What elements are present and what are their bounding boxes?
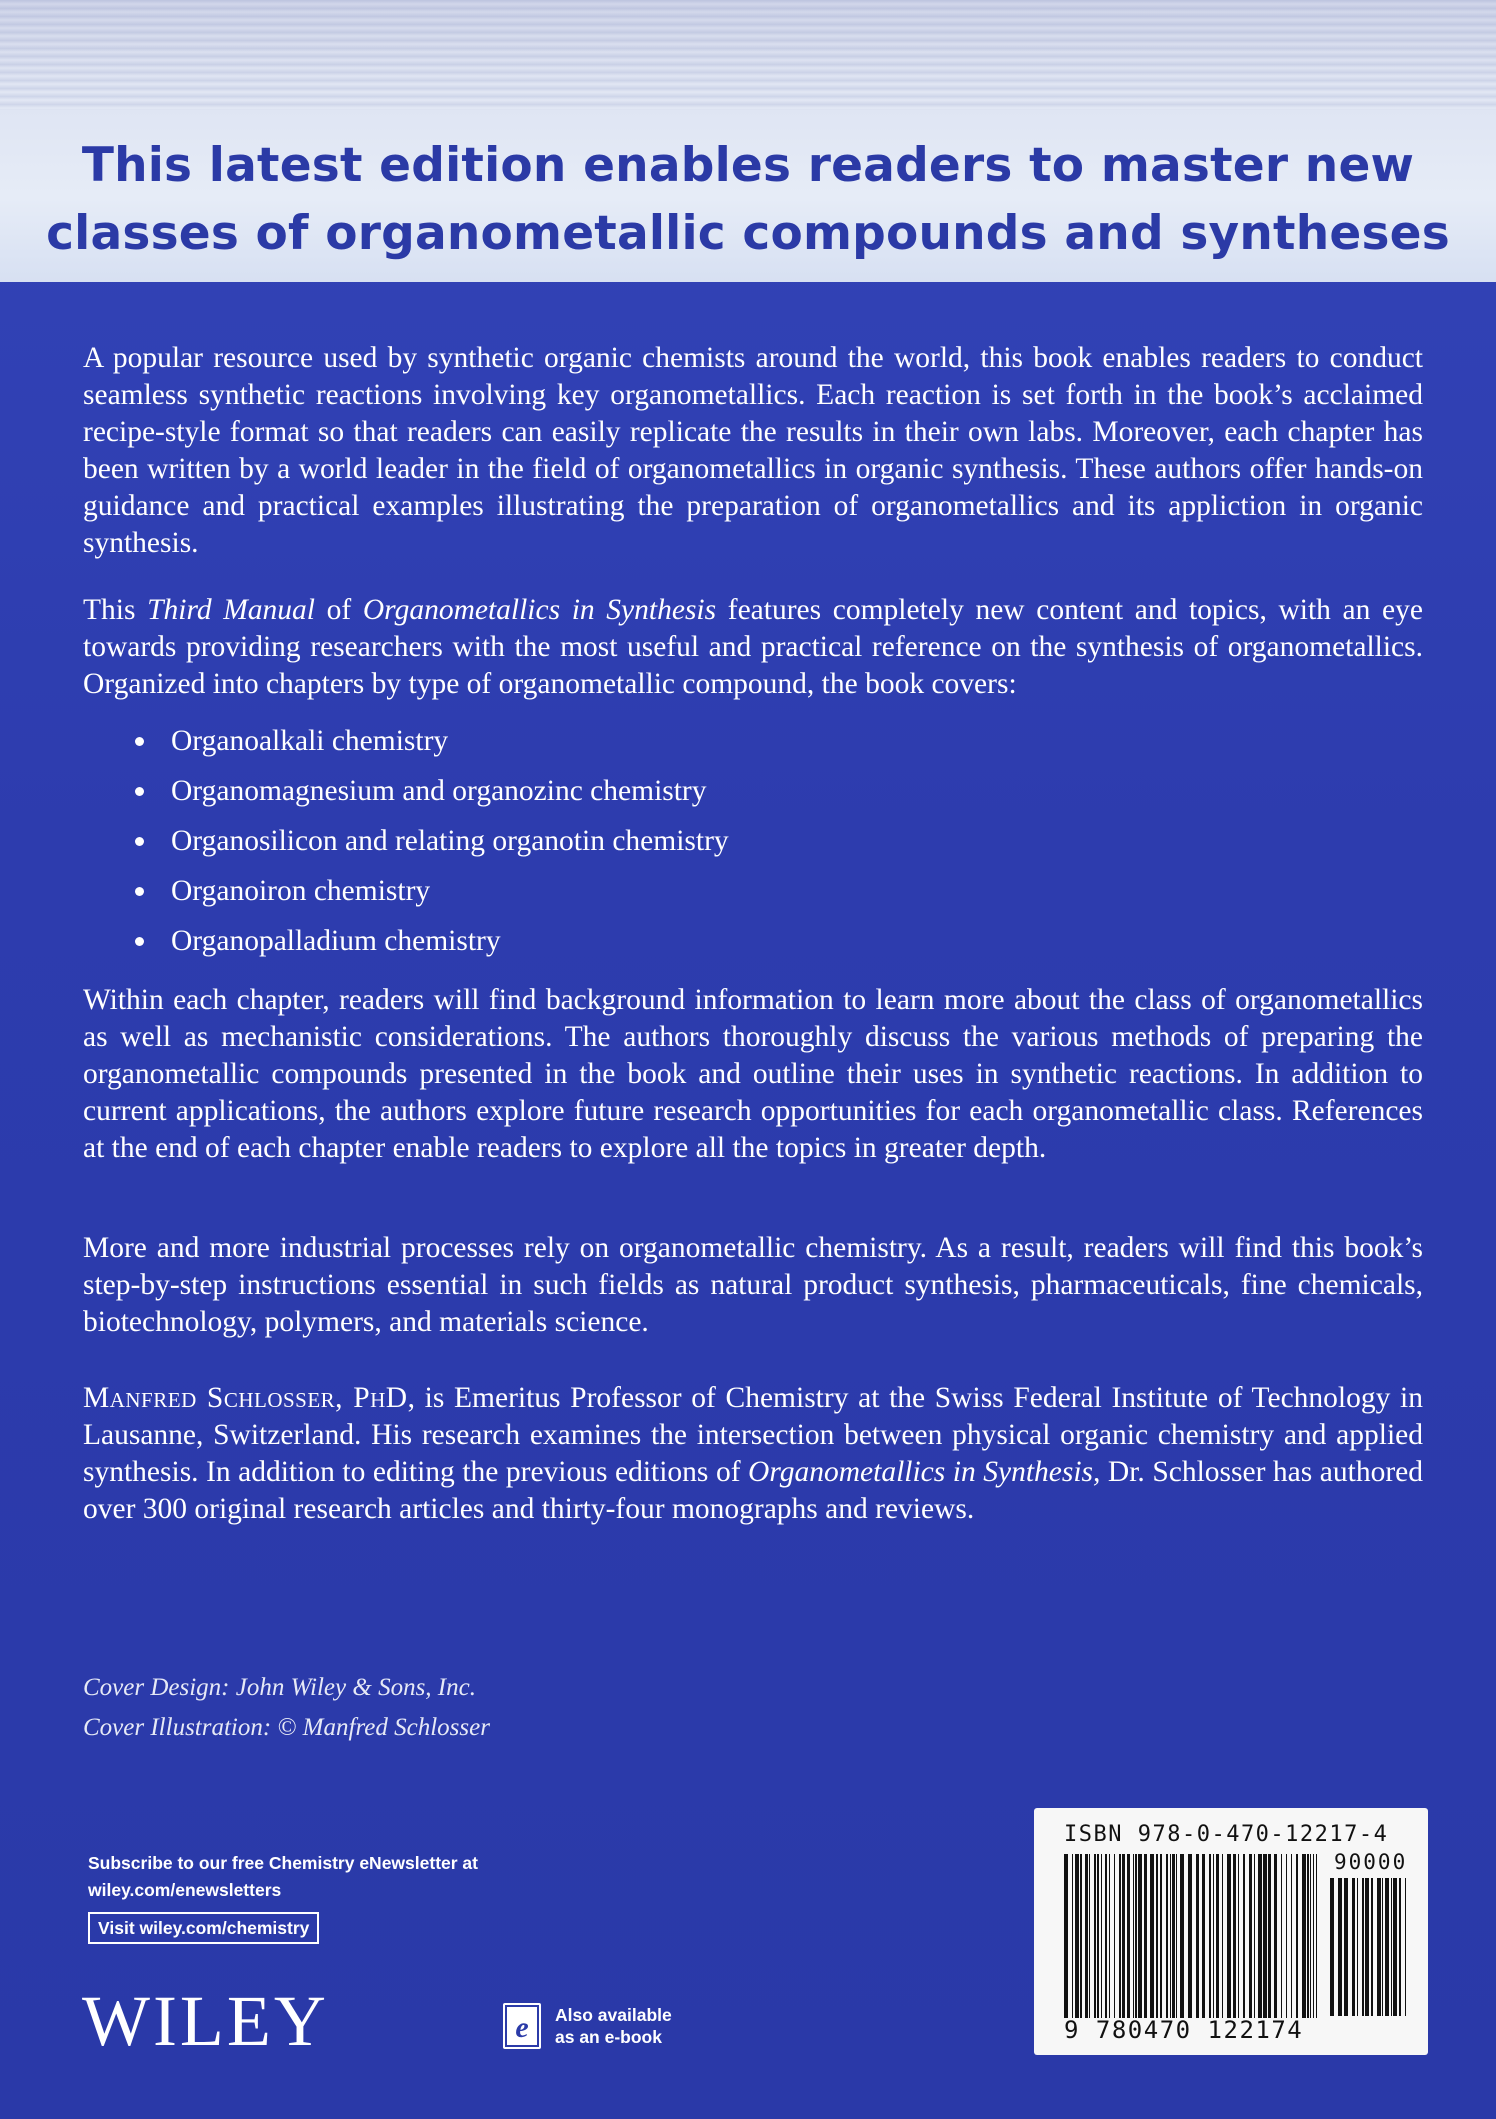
- list-item-label: Organosilicon and relating organotin chemistry: [171, 825, 729, 857]
- barcode-bar: [1399, 1878, 1401, 2016]
- ebook-icon: [503, 2003, 541, 2049]
- barcode-bar: [1357, 1878, 1358, 2016]
- barcode-bar: [1254, 1854, 1255, 2018]
- barcode-bar: [1216, 1854, 1219, 2018]
- paragraph-text: Within each chapter, readers will find background information to learn more about the class of organometallics as well as mechanistic considerations. The authors thoroughly discuss the various methods of preparing the organometallic compounds presented in the book and outline their uses in synthetic reactions. In addition to current applications, the authors explore future research opportunities for each organometallic class. References at the end of each chapter enable readers to explore all the topics in greater depth.: [83, 984, 1423, 1164]
- barcode-bar: [1109, 1854, 1110, 2018]
- topics-list: [135, 716, 729, 966]
- barcode-bar: [1281, 1854, 1282, 2018]
- description-paragraph-2: [83, 592, 1423, 703]
- text-span: This: [83, 594, 148, 626]
- ebook-label-line-1: Also available: [555, 2005, 672, 2025]
- barcode-bar: [1176, 1854, 1177, 2018]
- barcode-bar: [1302, 1854, 1306, 2018]
- bullet-dot-icon: [135, 837, 144, 846]
- barcode-bar: [1202, 1854, 1205, 2018]
- paragraph-text: [83, 592, 1423, 703]
- barcode-bar: [1296, 1854, 1298, 2018]
- barcode-bar: [1166, 1854, 1168, 2018]
- barcode-bar: [1382, 1878, 1383, 2016]
- barcode-bar: [1114, 1854, 1115, 2018]
- barcode-bar: [1180, 1854, 1184, 2018]
- list-item: [135, 766, 729, 816]
- book-title-italic: Organometallics in Synthesis: [362, 594, 717, 626]
- barcode-bar: [1405, 1878, 1406, 2016]
- barcode-bar: [1105, 1854, 1107, 2018]
- barcode-bar: [1330, 1878, 1334, 2016]
- author-bio: [83, 1380, 1423, 1528]
- barcode-bar: [1097, 1854, 1099, 2018]
- barcode-bar: [1233, 1854, 1236, 2018]
- book-title-italic: Organometallics in Synthesis,: [748, 1456, 1101, 1488]
- barcode-bar: [1263, 1854, 1267, 2018]
- barcode-bar: [1101, 1854, 1102, 2018]
- barcode-bar: [1362, 1878, 1364, 2016]
- barcode-bar: [1172, 1854, 1175, 2018]
- barcode-bar: [1119, 1854, 1121, 2018]
- list-item-label: Organoalkali chemistry: [171, 725, 449, 757]
- ebook-badge: [503, 2003, 672, 2049]
- description-paragraph-1: [83, 340, 1423, 562]
- barcode-bar: [1122, 1854, 1125, 2018]
- barcode-bar: [1089, 1854, 1090, 2018]
- barcode-bar: [1352, 1878, 1355, 2016]
- subscribe-text: Subscribe to our free Chemistry eNewsletter at: [88, 1853, 478, 1873]
- cover-illustration-credit: Cover Illustration: © Manfred Schlosser: [83, 1714, 490, 1741]
- barcode-bar: [1133, 1854, 1134, 2018]
- barcode-bar: [1371, 1878, 1373, 2016]
- headline: [0, 132, 1496, 268]
- barcode-bar: [1316, 1854, 1317, 2018]
- barcode-bar: [1338, 1878, 1342, 2016]
- barcode-bar: [1344, 1878, 1348, 2016]
- barcode-bar: [1160, 1854, 1162, 2018]
- barcode-bar: [1291, 1854, 1292, 2018]
- barcode-bar: [1085, 1854, 1088, 2018]
- ebook-label: [555, 2004, 672, 2048]
- list-item-label: Organopalladium chemistry: [171, 925, 501, 957]
- headline-line-1: This latest edition enables readers to master new: [81, 138, 1415, 193]
- list-item-label: Organomagnesium and organozinc chemistry: [171, 775, 707, 807]
- barcode-bar: [1286, 1854, 1287, 2018]
- paragraph-text: A popular resource used by synthetic organic chemists around the world, this book enables readers to conduct seamless synthetic reactions involving key organometallics. Each reaction is set forth in the book’s acclaimed recipe-style format so that readers can easily replicate the results in their own labs. Moreover, each chapter has been written by a world leader in the field of organometallics in organic synthesis. These authors offer hands-on guidance and practical examples illustrating the preparation of organometallics and its appliction in organic synthesis.: [83, 342, 1423, 559]
- barcode-bar: [1150, 1854, 1154, 2018]
- barcode-bar: [1227, 1854, 1231, 2018]
- barcode-bar: [1393, 1878, 1397, 2016]
- barcode-bar: [1094, 1854, 1096, 2018]
- list-item-label: Organoiron chemistry: [171, 875, 431, 907]
- paragraph-text: [83, 1380, 1423, 1528]
- barcode-bar: [1238, 1854, 1239, 2018]
- isbn-number: ISBN 978-0-470-12217-4: [1064, 1822, 1389, 1847]
- bullet-dot-icon: [135, 887, 144, 896]
- paragraph-text: More and more industrial processes rely on organometallic chemistry. As a result, readers will find this book’s step-by-step instructions essential in such fields as natural product synthesis, pharmaceuticals, fine chemicals, biotechnology, polymers, and materials science.: [83, 1232, 1423, 1338]
- list-item: [135, 866, 729, 916]
- barcode-bar: [1064, 1854, 1068, 2018]
- barcode-bar: [1156, 1854, 1158, 2018]
- text-span: Dr. Schlosser has authored over 300 original research articles and thirty-four monographs and reviews.: [83, 1456, 1423, 1525]
- ean-digits: 9 780470 122174: [1064, 2016, 1304, 2044]
- description-paragraph-3: [83, 982, 1423, 1167]
- bullet-dot-icon: [135, 737, 144, 746]
- price-addon-code: 90000: [1334, 1850, 1408, 1874]
- barcode-bar: [1072, 1854, 1073, 2018]
- barcode-bar: [1209, 1854, 1211, 2018]
- barcode-bar: [1144, 1854, 1147, 2018]
- barcode-bar: [1313, 1854, 1314, 2018]
- barcode-bar: [1249, 1854, 1252, 2018]
- barcode-bar: [1258, 1854, 1262, 2018]
- barcode-bar: [1222, 1854, 1223, 2018]
- text-span: features completely new content and topics, with an eye towards providing researchers with the most useful and practical reference on the synthesis of organometallics. Organized into chapters by type of organometallic compound, the book covers:: [83, 594, 1423, 700]
- author-name: Manfred Schlosser, PhD: [83, 1382, 408, 1414]
- newsletter-link[interactable]: wiley.com/enewsletters: [88, 1880, 282, 1900]
- barcode-bar: [1188, 1854, 1192, 2018]
- newsletter-block: [88, 1850, 478, 1944]
- wiley-logo: WILEY: [82, 1981, 329, 2061]
- visit-website-link[interactable]: Visit wiley.com/chemistry: [88, 1912, 319, 1944]
- description-paragraph-4: [83, 1230, 1423, 1341]
- barcode-bar: [1138, 1854, 1142, 2018]
- barcode-label: [1034, 1808, 1428, 2055]
- list-item: [135, 916, 729, 966]
- ebook-label-line-2: as an e-book: [555, 2027, 662, 2047]
- book-title-italic: Third Manual: [147, 594, 315, 626]
- ean-barcode-icon: [1064, 1854, 1320, 2018]
- cover-design-credit: Cover Design: John Wiley & Sons, Inc.: [83, 1674, 476, 1701]
- headline-line-2: classes of organometallic compounds and syntheses: [46, 206, 1450, 261]
- text-span: of: [315, 594, 363, 626]
- barcode-bar: [1274, 1854, 1277, 2018]
- barcode-bar: [1135, 1854, 1137, 2018]
- addon-barcode-icon: [1330, 1878, 1410, 2016]
- barcode-bar: [1243, 1854, 1245, 2018]
- text-span: , is Emeritus Professor of Chemistry at the Swiss Federal Institute of Technology in Lausanne, Switzerland. His research examines the intersection between physical organic chemistry and applied synthesis. In addition to editing the previous editions of: [83, 1382, 1423, 1488]
- barcode-bar: [1385, 1878, 1389, 2016]
- list-item: [135, 716, 729, 766]
- barcode-bar: [1075, 1854, 1079, 2018]
- svg-text:e: e: [515, 2011, 529, 2044]
- bullet-dot-icon: [135, 787, 144, 796]
- barcode-bar: [1307, 1854, 1309, 2018]
- barcode-bar: [1127, 1854, 1130, 2018]
- barcode-bar: [1196, 1854, 1199, 2018]
- cover-credits: [83, 1668, 490, 1748]
- barcode-bar: [1377, 1878, 1381, 2016]
- bullet-dot-icon: [135, 937, 144, 946]
- barcode-bar: [1365, 1878, 1369, 2016]
- barcode-bar: [1391, 1878, 1392, 2016]
- barcode-bar: [1268, 1854, 1271, 2018]
- barcode-bar: [1310, 1854, 1311, 2018]
- barcode-bar: [1080, 1854, 1082, 2018]
- barcode-bar: [1170, 1854, 1171, 2018]
- barcode-bar: [1213, 1854, 1214, 2018]
- list-item: [135, 816, 729, 866]
